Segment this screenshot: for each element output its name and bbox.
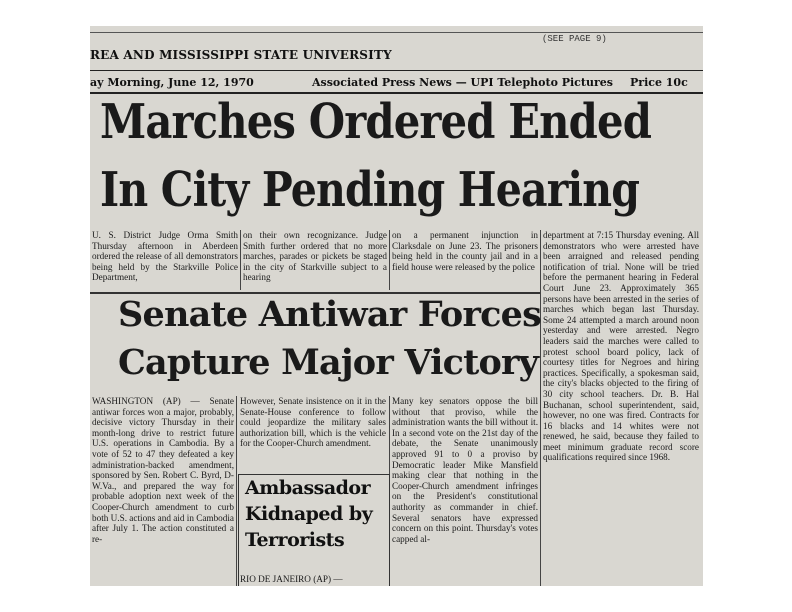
- senate-headline-line-1: Senate Antiwar Forces: [118, 294, 541, 335]
- main-story-col-2: on their own recognizance. Judge Smith further ordered that no more marches, parades or pickets be staged in the city of Starkville subject to a hearing: [243, 230, 387, 283]
- main-story-col-1: U. S. District Judge Orma Smith Thursday afternoon in Aberdeen ordered the release of all demonstrators being held by the Starkville Police Department,: [92, 230, 238, 283]
- senate-story-col-2: However, Senate insistence on it in the Senate-House conference to follow could jeopardize the military sales authorization bill, which is the vehicle for the Cooper-Church amendment.: [240, 396, 386, 449]
- issue-date: ay Morning, June 12, 1970: [90, 76, 254, 89]
- col-divider: [240, 230, 241, 290]
- top-rule: [90, 32, 703, 33]
- senate-story-col-1: WASHINGTON (AP) — Senate antiwar forces won a major, probably, decisive victory Thursday in their month-long drive to restrict future U.S. operations in Cambodia. By a vote of 52 to 47 they defeated a key administration-backed amendment, sponsored by Sen. Robert C. Byrd, D-W.Va., and prepared the way for probable adoption next week of the Cooper-Church amendment to curb both U.S. actions and aid in Cambodia after July 1. The action constituted a re-: [92, 396, 234, 544]
- kidnap-dateline: RIO DE JANEIRO (AP) —: [240, 574, 343, 584]
- senate-headline-line-2: Capture Major Victory: [118, 342, 539, 383]
- senate-story-col-3: Many key senators oppose the bill without that proviso, while the administration wants the bill without it. In a second vote on the 21st day of the debate, the Senate unanimously approved 91 to 0 a proviso by Democratic leader Mike Mansfield making clear that nothing in the Cooper-Church amendment infringes on the President's constitutional authority as commander in chief. Several senators have expressed concern on this point. Thursday's votes capped al-: [392, 396, 538, 544]
- col-divider: [389, 230, 390, 290]
- main-headline-line-2: In City Pending Hearing: [100, 162, 640, 218]
- price: Price 10c: [630, 76, 688, 89]
- masthead-rule: [90, 70, 703, 71]
- newspaper-page: [90, 26, 703, 586]
- main-story-col-4: department at 7:15 Thursday evening. All demonstrators who were arrested have been arraigned and released pending notification of trial. None will be tried before the permanent hearing in Federal Court June 23. Approximately 365 persons have been arrested in the series of marches which began last Thursday. Some 24 attempted a march around noon yesterday and were arrested. Negro leaders said the marches were called to protest school board policy, lack of courtesy titles for Negroes and hiring practices. Specifically, a spokesman said, the city's blacks objected to the firing of 30 city school teachers. Dr. B. Hal Buchanan, school superintendent, said, however, no one was fired. Contracts for 16 blacks and 14 whites were not renewed, he said, because they failed to meet minimum graduate record score qualifications required since 1968.: [543, 230, 699, 463]
- kidnap-headline-box: [238, 474, 390, 586]
- kidnap-headline-line-2: Kidnaped by: [245, 503, 373, 525]
- wire-credit: Associated Press News — UPI Telephoto Pictures: [312, 76, 613, 89]
- main-story-col-3: on a permanent injunction in Clarksdale on June 23. The prisoners being held in the county jail and in a field house were released by the police: [392, 230, 538, 272]
- main-headline-line-1: Marches Ordered Ended: [100, 94, 652, 150]
- masthead: REA AND MISSISSIPPI STATE UNIVERSITY: [90, 48, 392, 62]
- col-divider: [540, 230, 541, 586]
- col-divider: [236, 396, 237, 586]
- see-page-note: (SEE PAGE 9): [542, 34, 607, 44]
- kidnap-headline-line-3: Terrorists: [245, 529, 345, 551]
- kidnap-headline-line-1: Ambassador: [245, 477, 371, 499]
